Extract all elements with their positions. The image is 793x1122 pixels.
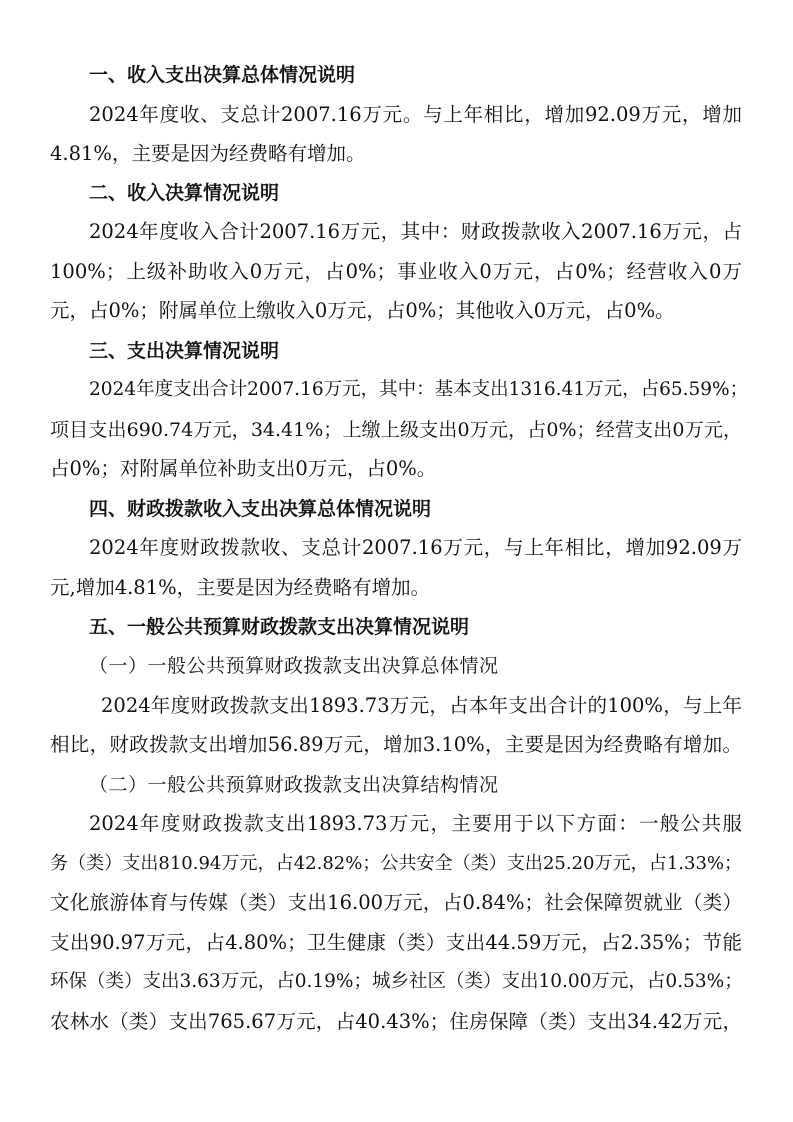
subsection-2-paragraph-line: 务（类）支出810.94万元，占42.82%；公共安全（类）支出25.20万元，占1.33%； [50,853,742,874]
section-3-paragraph-line: 占0%；对附属单位补助支出0万元，占0%。 [50,457,437,480]
subsection-2-paragraph-line: 2024年度财政拨款支出1893.73万元，主要用于以下方面：一般公共服 [89,812,742,835]
section-1-paragraph-line: 4.81%，主要是因为经费略有增加。 [50,142,366,165]
subsection-2-heading: （二）一般公共预算财政拨款支出决算结构情况 [89,774,499,796]
section-5-heading: 五、一般公共预算财政拨款支出决算情况说明 [89,616,470,638]
section-2-paragraph-line: 100%；上级补助收入0万元，占0%；事业收入0万元，占0%；经营收入0万 [50,260,742,283]
section-3-heading: 三、支出决算情况说明 [89,340,280,362]
subsection-2-paragraph-line: 文化旅游体育与传媒（类）支出16.00万元，占0.84%；社会保障贺就业（类） [50,891,742,914]
section-1-heading: 一、收入支出决算总体情况说明 [89,64,356,86]
section-2-heading: 二、收入决算情况说明 [89,182,280,204]
section-2-paragraph-line: 2024年度收入合计2007.16万元，其中：财政拨款收入2007.16万元，占 [89,220,742,243]
subsection-2-paragraph-line: 支出90.97万元，占4.80%；卫生健康（类）支出44.59万元，占2.35%；节能 [50,931,742,954]
section-4-heading: 四、财政拨款收入支出决算总体情况说明 [89,498,432,520]
section-2-paragraph-line: 元，占0%；附属单位上缴收入0万元，占0%；其他收入0万元，占0%。 [50,299,675,322]
subsection-2-paragraph-line: 环保（类）支出3.63万元，占0.19%；城乡社区（类）支出10.00万元，占0.53%； [50,971,743,992]
section-1-paragraph-line: 2024年度收、支总计2007.16万元。与上年相比，增加92.09万元，增加 [89,103,742,126]
section-3-paragraph-line: 项目支出690.74万元，34.41%；上缴上级支出0万元，占0%；经营支出0万元， [50,419,742,441]
section-3-paragraph-line: 2024年度支出合计2007.16万元，其中：基本支出1316.41万元，占65.59%； [89,379,749,400]
subsection-1-paragraph-line: 2024年度财政拨款支出1893.73万元，占本年支出合计的100%，与上年 [101,694,742,717]
section-4-paragraph-line: 2024年度财政拨款收、支总计2007.16万元，与上年相比，增加92.09万 [89,536,742,559]
section-4-paragraph-line: 元,增加4.81%，主要是因为经费略有增加。 [50,576,431,599]
subsection-2-paragraph-line: 农林水（类）支出765.67万元，占40.43%；住房保障（类）支出34.42万元， [50,1010,742,1033]
subsection-1-heading: （一）一般公共预算财政拨款支出决算总体情况 [89,655,499,677]
subsection-1-paragraph-line: 相比，财政拨款支出增加56.89万元，增加3.10%，主要是因为经费略有增加。 [50,733,742,756]
